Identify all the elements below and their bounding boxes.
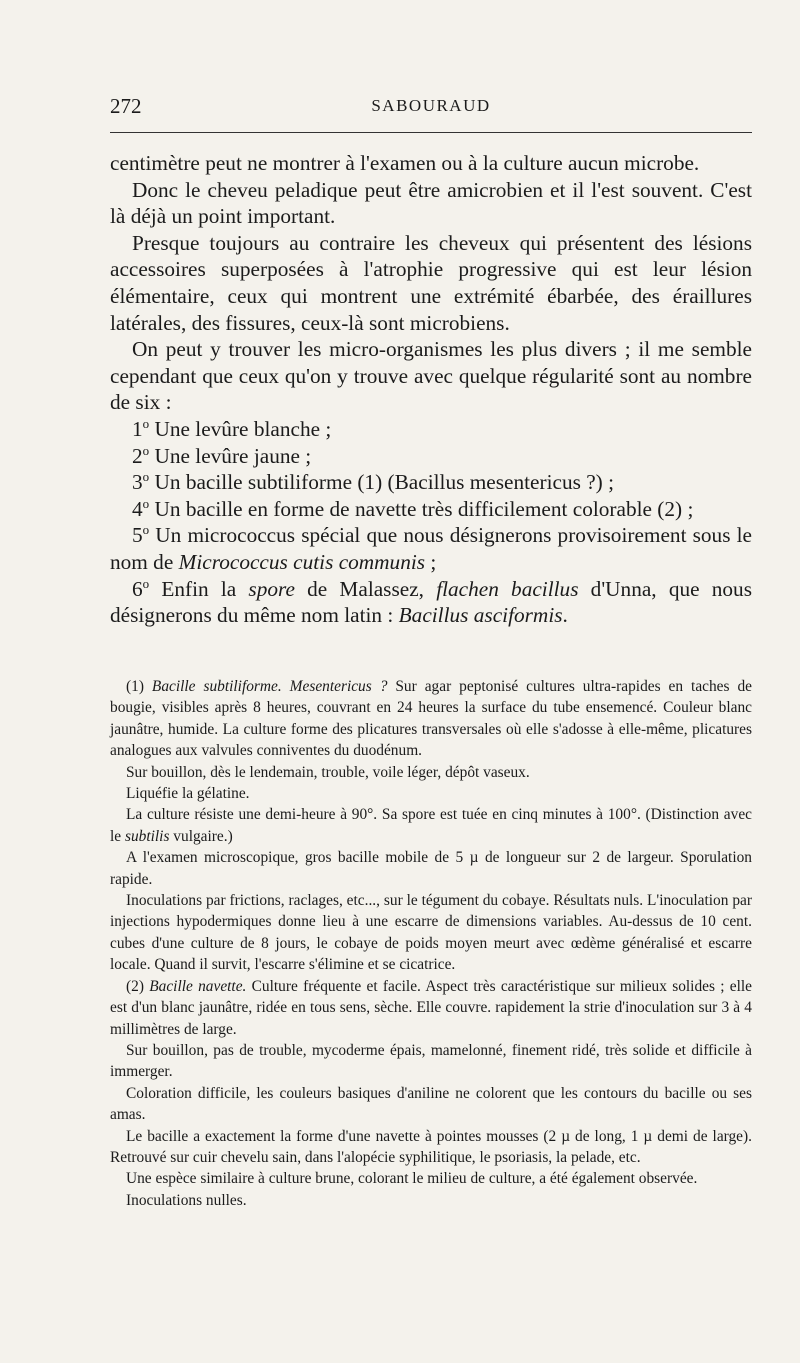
list-item-6: 6$^o$ Enfin la spore de Malassez, flachen bacillus d'Unna, que nous désignerons du même nom latin : Bacillus asciformis. [110,575,752,628]
paragraph-1: centimètre peut ne montrer à l'examen ou à la culture aucun microbe. [110,151,700,175]
footnote-1-bouillon: Sur bouillon, dès le lendemain, trouble, voile léger, dépôt vaseux. [126,763,530,781]
paragraph-4: On peut y trouver les micro-organismes les plus divers ; il me semble cependant que ceux qu'on y trouve avec quelque régularité sont au nombre de six : [110,337,752,415]
footnote-2-forme: Le bacille a exactement la forme d'une navette à pointes mousses (2 µ de long, 1 µ demi de large). Retrouvé sur cuir chevelu sain, dans l'alopécie syphilitique, le psoriasis, la pelade, etc. [110,1127,752,1166]
header-rule [110,132,752,133]
main-text [110,150,752,629]
footnote-2-inoculations: Inoculations nulles. [126,1191,247,1209]
footnote-2-coloration: Coloration difficile, les couleurs basiques d'aniline ne colorent que les contours du bacille ou ses amas. [110,1084,752,1124]
footnote-2: (2) Bacille navette. Culture fréquente et facile. Aspect très caractéristique sur milieux solides ; elle est d'un blanc jaunâtre, ridée en tous sens, sèche. Elle couvre. rapidement la strie d'inoculation sur 3 à 4 millimètres de large. [110,977,753,1038]
paragraph-3: Presque toujours au contraire les cheveux qui présentent des lésions accessoires superposées à l'atrophie progressive qui est leur lésion élémentaire, ceux qui montrent une extrémité ébarbée, des éraillures latérales, des fissures, ceux-là sont microbiens. [110,230,752,335]
footnote-1: (1) Bacille subtiliforme. Mesentericus ? Sur agar peptonisé cultures ultra-rapides en taches de bougie, visibles après 8 heures, couvrant en 24 heures la surface du tube ensemencé. Couleur blanc jaunâtre, humide. La culture forme des plicatures transversales où elle s'adosse à elle-même, plicatures analogues aux valvules conniventes du duodénum. [110,678,752,760]
list-item-4: 4$^o$ Un bacille en forme de navette très difficilement colorable (2) ; [132,495,694,521]
paragraph-2: Donc le cheveu peladique peut être amicrobien et il l'est souvent. C'est là déjà un point important. [110,177,752,229]
footnotes [110,676,752,1211]
footnote-1-microscope: A l'examen microscopique, gros bacille mobile de 5 µ de longueur sur 2 de largeur. Sporulation rapide. [110,849,752,888]
footnote-2-bouillon: Sur bouillon, pas de trouble, mycoderme épais, mamelonné, finement ridé, très solide et difficile à immerger. [110,1041,752,1081]
footnote-1-resistance: La culture résiste une demi-heure à 90°. Sa spore est tuée en cinq minutes à 100°. (Distinction avec le subtilis vulgaire.) [110,806,752,845]
page-number: 272 [110,94,142,118]
running-head: SABOURAUD [371,96,491,115]
footnote-2-espece: Une espèce similaire à culture brune, colorant le milieu de culture, a été également observée. [126,1170,698,1188]
page-header [110,94,752,124]
footnote-1-inoculations: Inoculations par frictions, raclages, etc..., sur le tégument du cobaye. Résultats nuls. L'inoculation par injections hypodermiques donne lieu à une escarre de dimensions variables. Au-dessus de 10 cent. cubes d'une culture de 8 jours, le cobaye de poids moyen meurt avec œdème généralisé et escarre locale. Quand il survit, l'escarre s'élimine et se cicatrice. [110,892,752,974]
list-item-2: 2$^o$ Une levûre jaune ; [132,442,312,468]
list-item-3: 3$^o$ Un bacille subtiliforme (1) (Bacillus mesentericus ?) ; [132,469,614,495]
list-item-5: 5$^o$ Un micrococcus spécial que nous désignerons provisoirement sous le nom de Micrococcus cutis communis ; [110,522,752,574]
footnote-1-gelatine: Liquéfie la gélatine. [126,785,250,803]
list-item-1: 1$^o$ Une levûre blanche ; [132,415,332,441]
